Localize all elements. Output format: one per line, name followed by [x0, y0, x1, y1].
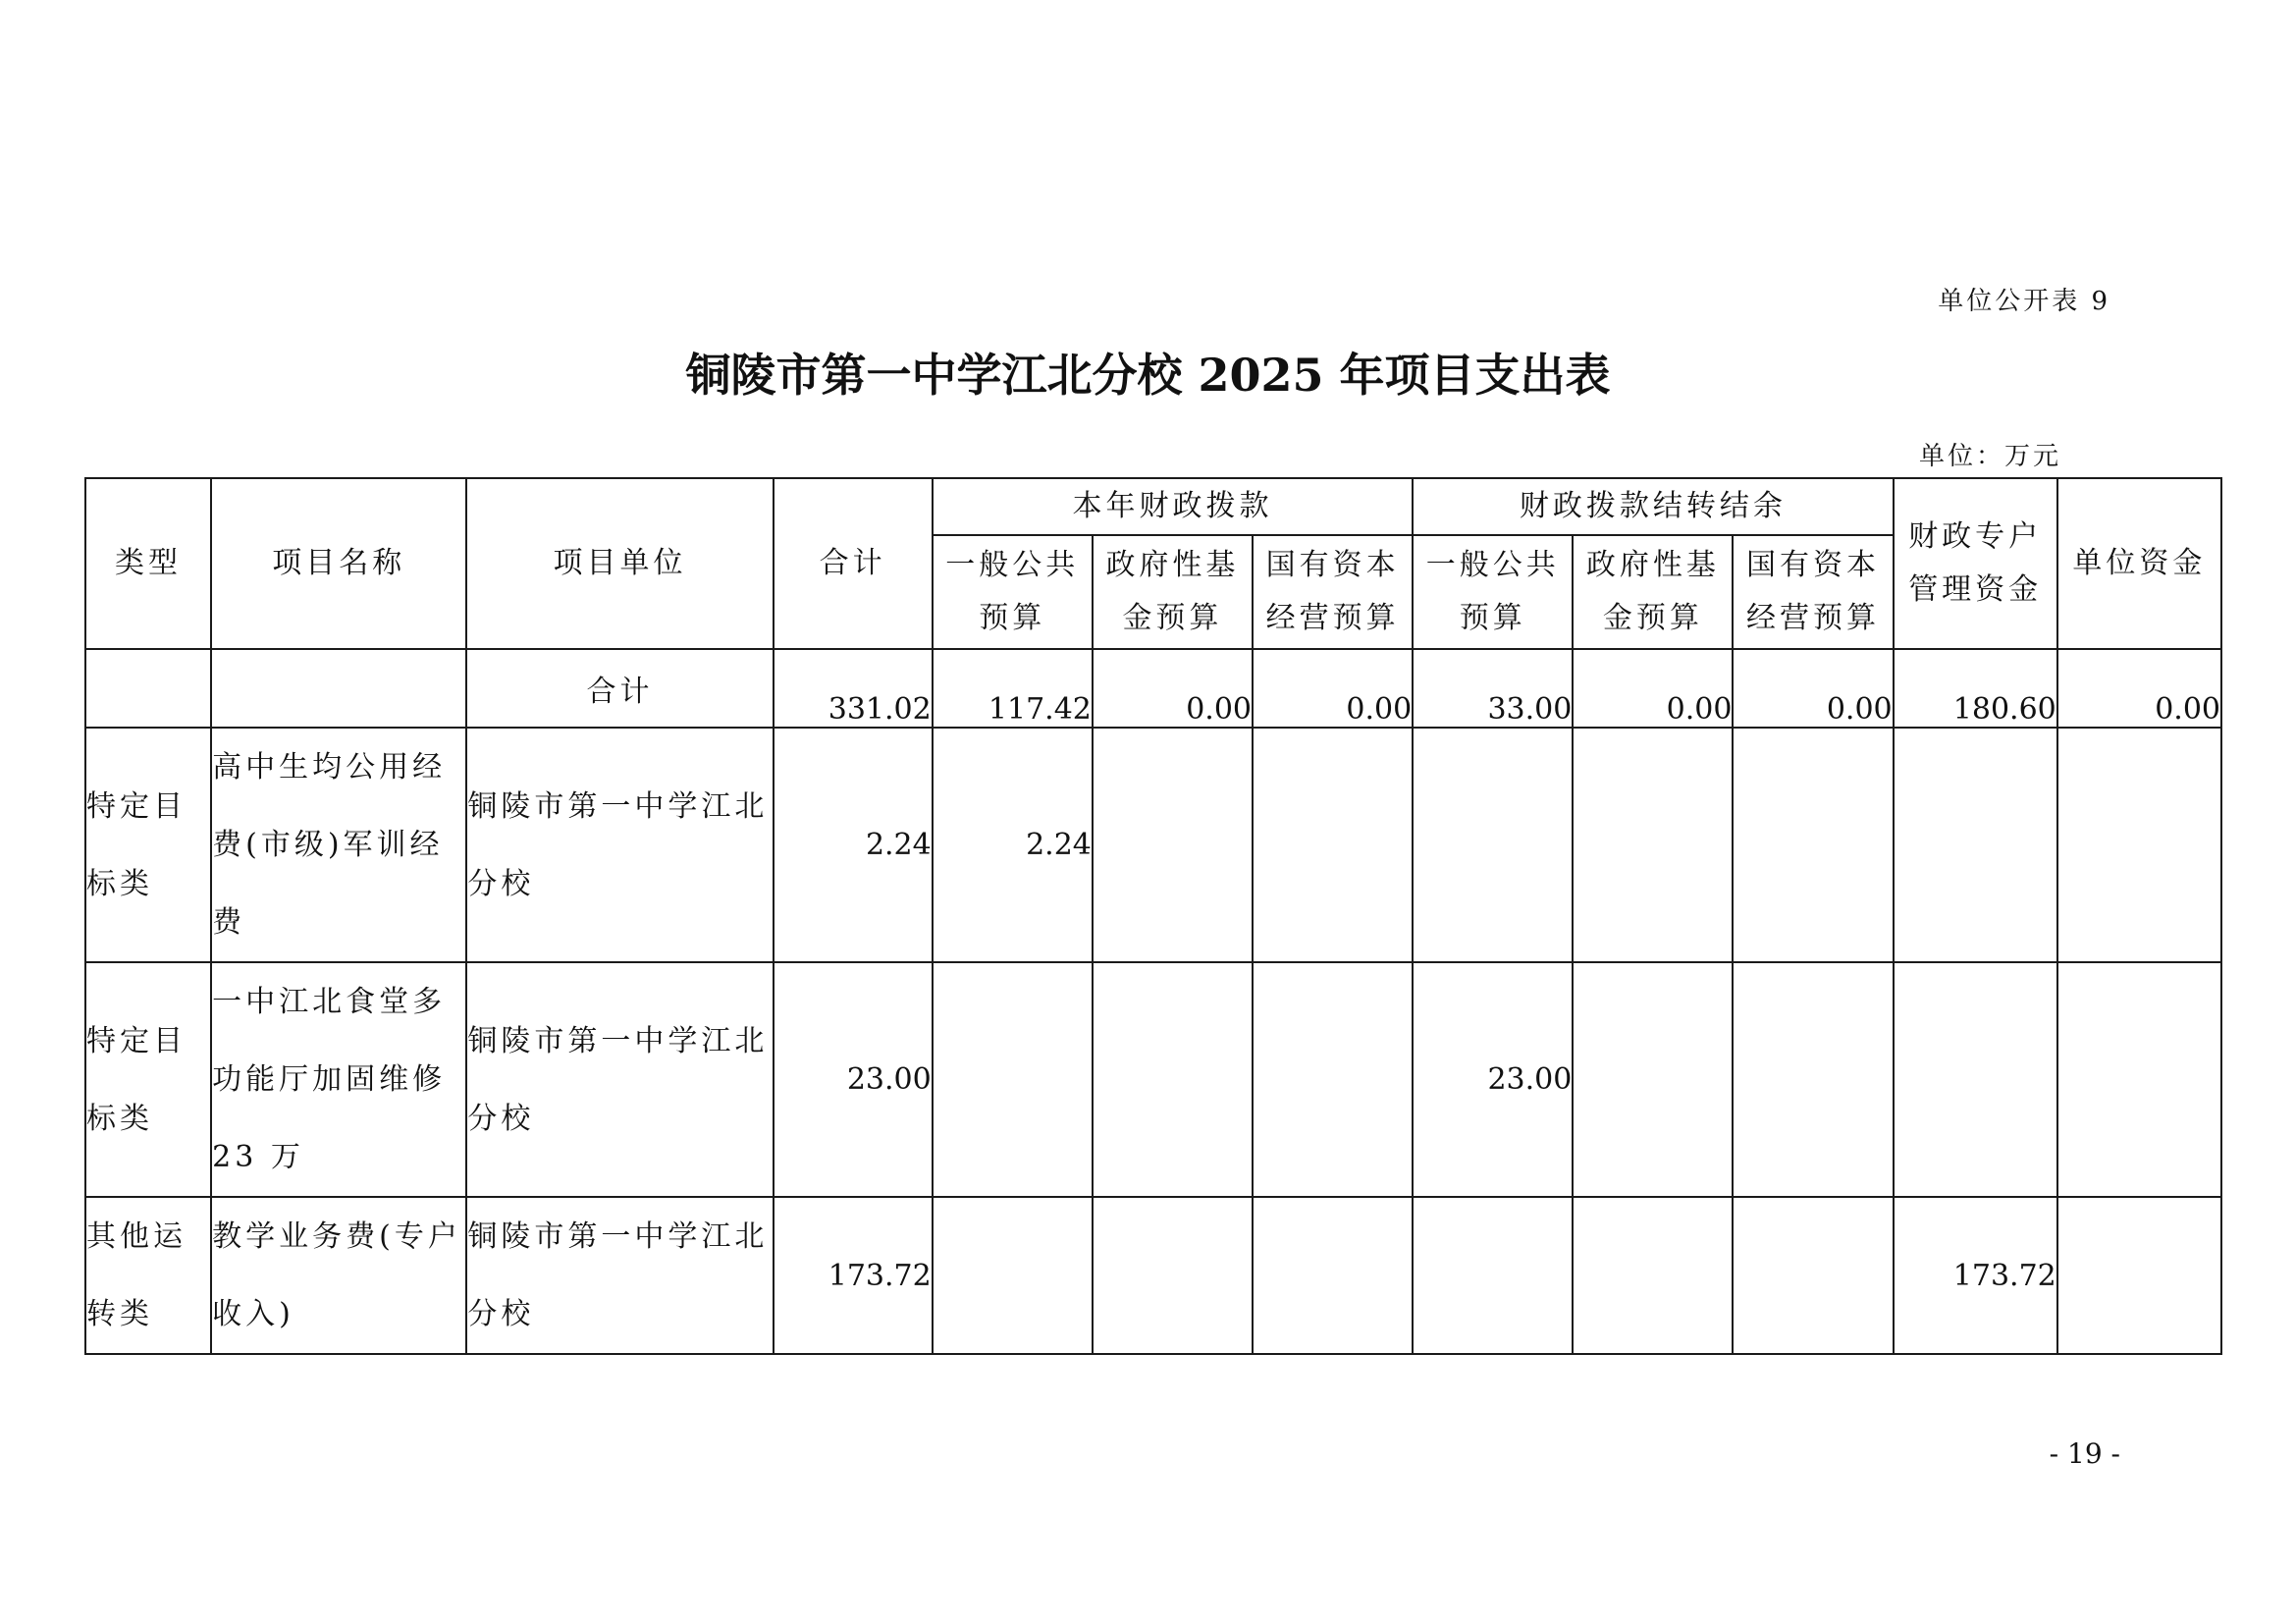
summary-unit-funds: 0.00	[2057, 649, 2221, 728]
summary-total: 331.02	[774, 649, 933, 728]
row-type: 其他运转类	[85, 1197, 211, 1354]
row-project-name: 一中江北食堂多功能厅加固维修23 万	[211, 962, 466, 1197]
row-co-gov-fund	[1573, 728, 1733, 962]
header-co-general-budget: 一般公共预算	[1413, 535, 1573, 649]
header-cy-state-capital-budget: 国有资本经营预算	[1253, 535, 1413, 649]
row-special-account	[1894, 962, 2057, 1197]
header-co-state-capital-budget: 国有资本经营预算	[1733, 535, 1893, 649]
project-expenditure-table	[84, 477, 2222, 1355]
row-project-name: 高中生均公用经费(市级)军训经费	[211, 728, 466, 962]
header-type: 类型	[85, 478, 211, 649]
row-cy-state-capital	[1253, 1197, 1413, 1354]
header-carryover-balance: 财政拨款结转结余	[1413, 478, 1893, 535]
row-total: 173.72	[774, 1197, 933, 1354]
row-cy-gov-fund	[1093, 1197, 1253, 1354]
row-project-name: 教学业务费(专户收入)	[211, 1197, 466, 1354]
row-cy-general	[933, 962, 1093, 1197]
summary-label: 合计	[466, 649, 773, 728]
row-unit-funds	[2057, 728, 2221, 962]
row-co-state-capital	[1733, 728, 1893, 962]
row-cy-general: 2.24	[933, 728, 1093, 962]
row-cy-general	[933, 1197, 1093, 1354]
row-total: 23.00	[774, 962, 933, 1197]
row-total: 2.24	[774, 728, 933, 962]
header-total: 合计	[774, 478, 933, 649]
header-project-name: 项目名称	[211, 478, 466, 649]
header-special-account-funds: 财政专户管理资金	[1894, 478, 2057, 649]
summary-co-gov-fund: 0.00	[1573, 649, 1733, 728]
row-cy-state-capital	[1253, 728, 1413, 962]
summary-name-cell	[211, 649, 466, 728]
header-cy-gov-fund-budget: 政府性基金预算	[1093, 535, 1253, 649]
row-co-general	[1413, 728, 1573, 962]
row-co-gov-fund	[1573, 1197, 1733, 1354]
header-current-year-appropriation: 本年财政拨款	[933, 478, 1413, 535]
header-unit-funds: 单位资金	[2057, 478, 2221, 649]
form-number: 单位公开表 9	[1938, 287, 2110, 316]
row-unit-funds	[2057, 962, 2221, 1197]
summary-row	[85, 649, 2221, 728]
row-project-unit: 铜陵市第一中学江北分校	[466, 962, 773, 1197]
table-row	[85, 1197, 2221, 1354]
header-row-1	[85, 478, 2221, 535]
table-row	[85, 728, 2221, 962]
header-co-gov-fund-budget: 政府性基金预算	[1573, 535, 1733, 649]
table-row	[85, 962, 2221, 1197]
row-special-account: 173.72	[1894, 1197, 2057, 1354]
summary-cy-gov-fund: 0.00	[1093, 649, 1253, 728]
row-project-unit: 铜陵市第一中学江北分校	[466, 728, 773, 962]
summary-cy-general: 117.42	[933, 649, 1093, 728]
row-co-state-capital	[1733, 1197, 1893, 1354]
row-cy-gov-fund	[1093, 962, 1253, 1197]
document-title: 铜陵市第一中学江北分校 2025 年项目支出表	[685, 349, 1611, 402]
row-type: 特定目标类	[85, 728, 211, 962]
row-unit-funds	[2057, 1197, 2221, 1354]
row-co-general	[1413, 1197, 1573, 1354]
page-number: - 19 -	[2049, 1437, 2120, 1470]
unit-label: 单位：万元	[1918, 442, 2061, 471]
row-project-unit: 铜陵市第一中学江北分校	[466, 1197, 773, 1354]
row-co-general: 23.00	[1413, 962, 1573, 1197]
row-co-state-capital	[1733, 962, 1893, 1197]
row-cy-state-capital	[1253, 962, 1413, 1197]
summary-type-cell	[85, 649, 211, 728]
row-cy-gov-fund	[1093, 728, 1253, 962]
summary-special-account: 180.60	[1894, 649, 2057, 728]
header-project-unit: 项目单位	[466, 478, 773, 649]
row-type: 特定目标类	[85, 962, 211, 1197]
summary-cy-state-capital: 0.00	[1253, 649, 1413, 728]
row-co-gov-fund	[1573, 962, 1733, 1197]
summary-co-general: 33.00	[1413, 649, 1573, 728]
row-special-account	[1894, 728, 2057, 962]
header-cy-general-budget: 一般公共预算	[933, 535, 1093, 649]
summary-co-state-capital: 0.00	[1733, 649, 1893, 728]
